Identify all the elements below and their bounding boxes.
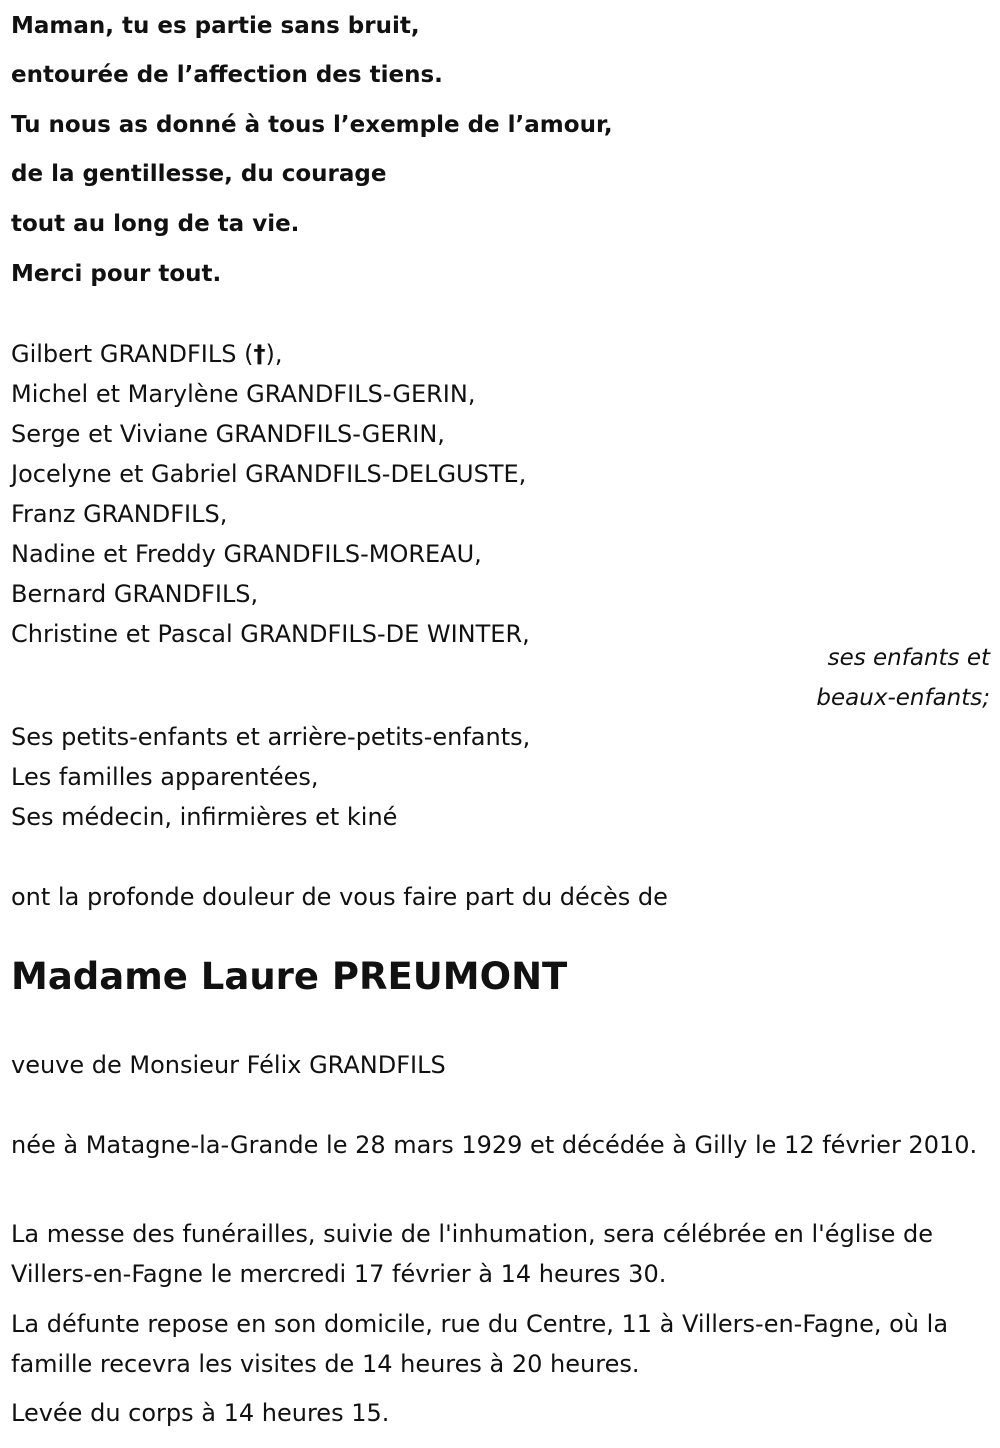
family-line: Serge et Viviane GRANDFILS-GERIN, xyxy=(11,420,445,448)
family-line-gilbert xyxy=(11,339,282,369)
family-line: Jocelyne et Gabriel GRANDFILS-DELGUSTE, xyxy=(11,460,527,488)
repose-text: La défunte repose en son domicile, rue du Centre, 11 à Villers-en-Fagne, où la famille recevra les visites de 14 heures à 20 heures. xyxy=(11,1310,949,1378)
poem-line: tout au long de ta vie. xyxy=(11,211,300,237)
relative-line: Ses médecin, infirmières et kiné xyxy=(11,803,398,831)
birth-death-text: née à Matagne-la-Grande le 28 mars 1929 et décédée à Gilly le 12 février 2010. xyxy=(11,1131,978,1159)
family-suffix: ), xyxy=(265,340,283,368)
family-line: Michel et Marylène GRANDFILS-GERIN, xyxy=(11,380,476,408)
deceased-name: Madame Laure PREUMONT xyxy=(11,955,568,998)
relative-line: Ses petits-enfants et arrière-petits-enfants, xyxy=(11,723,531,751)
poem-line: entourée de l’affection des tiens. xyxy=(11,62,443,88)
funeral-mass-text: La messe des funérailles, suivie de l'inhumation, sera célébrée en l'église de Villers-en-Fagne le mercredi 17 février à 14 heures 30. xyxy=(11,1220,933,1288)
relation-label: ses enfants et xyxy=(827,645,990,671)
family-line: Nadine et Freddy GRANDFILS-MOREAU, xyxy=(11,540,482,568)
family-line: Franz GRANDFILS, xyxy=(11,500,228,528)
family-line: Christine et Pascal GRANDFILS-DE WINTER, xyxy=(11,620,530,648)
poem-line: Merci pour tout. xyxy=(11,261,222,287)
announcement-text: ont la profonde douleur de vous faire part du décès de xyxy=(11,883,668,911)
cross-icon: † xyxy=(253,340,266,368)
relation-label: beaux-enfants; xyxy=(816,685,990,711)
poem-line: Maman, tu es partie sans bruit, xyxy=(11,13,420,39)
widow-of-text: veuve de Monsieur Félix GRANDFILS xyxy=(11,1051,446,1079)
relative-line: Les familles apparentées, xyxy=(11,763,319,791)
poem-line: de la gentillesse, du courage xyxy=(11,161,387,187)
levee-text: Levée du corps à 14 heures 15. xyxy=(11,1399,390,1427)
family-line: Bernard GRANDFILS, xyxy=(11,580,259,608)
poem-line: Tu nous as donné à tous l’exemple de l’amour, xyxy=(11,112,613,138)
family-name: Gilbert GRANDFILS ( xyxy=(11,340,254,368)
